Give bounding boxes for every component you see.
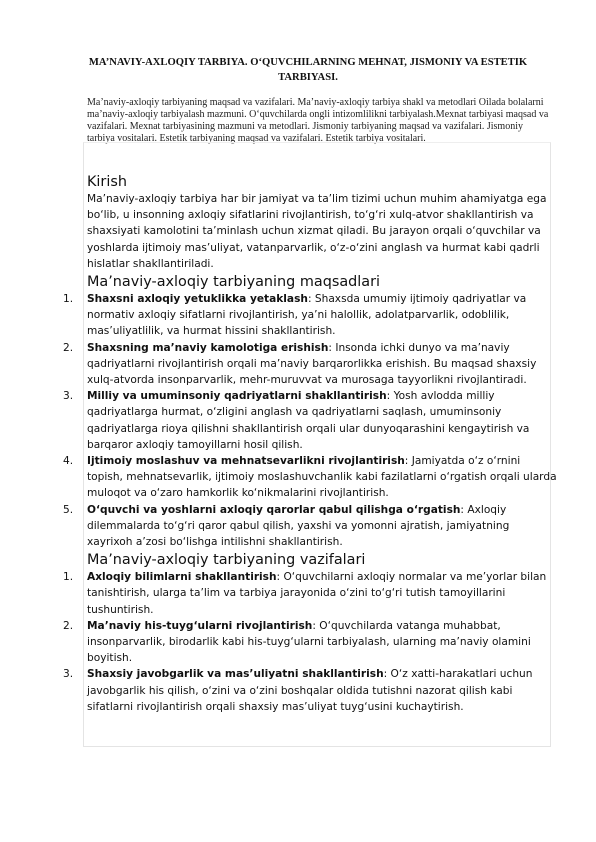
item-text: : Jamiyatda o‘z o‘rnini topish, mehnatsevarlik, ijtimoiy moslashuvchanlik kabi fazilatlarni o‘rgatish orqali ularda muloqot va o‘zaro hamkorlik ko‘nikmalarini rivojlantirish.: [87, 455, 557, 500]
item-term: Milliy va umuminsoniy qadriyatlarni shakllantirish: [87, 390, 387, 403]
list-item: [63, 340, 557, 389]
item-text: : O‘quvchilarda vatanga muhabbat, insonparvarlik, birodarlik kabi his-tuyg‘ularni tarbiyalash, ularning ma’naviy olamini boyitish.: [87, 619, 531, 665]
item-term: Shaxsning ma’naviy kamolotiga erishish: [87, 341, 329, 354]
item-text: : Shaxsda umumiy ijtimoiy qadriyatlar va normativ axloqiy sifatlarni rivojlantirish, ya’ni halollik, adolatparvarlik, odoblilik, mas’uliyatlilik, va hurmat hissini shakllantirish.: [87, 293, 527, 338]
item-term: Shaxsni axloqiy yetuklikka yetaklash: [87, 293, 308, 306]
item-term: Axloqiy bilimlarni shakllantirish: [87, 571, 277, 584]
list-item: [63, 569, 557, 618]
list-number: 5.: [63, 503, 74, 516]
list-number: 3.: [63, 668, 74, 681]
item-term: Ijtimoiy moslashuv va mehnatsevarlikni rivojlantirish: [87, 455, 405, 468]
tasks-heading: Ma’naviy-axloqiy tarbiyaning vazifalari: [87, 552, 366, 569]
document-title: MA’NAVIY-AXLOQIY TARBIYA. O‘QUVCHILARNING MEHNAT, JISMONIY VA ESTETIK TARBIYASI.: [88, 57, 528, 83]
list-item: [63, 291, 557, 340]
list-number: 2.: [63, 341, 74, 354]
main-content: [63, 173, 557, 716]
list-item: [63, 666, 557, 715]
item-text: : Insonda ichki dunyo va ma’naviy qadriyatlarni rivojlantirish orqali ma’naviy barqarorlikka erishish. Bu maqsad shaxsiy xulq-atvorda insonparvarlik, mehr-muruvvat va murosaga tayyorlikni rivojlantiradi.: [87, 341, 537, 387]
intro-heading: Kirish: [87, 174, 127, 190]
item-term: Shaxsiy javobgarlik va mas’uliyatni shakllantirish: [87, 668, 384, 681]
list-number: 3.: [63, 390, 74, 403]
item-text: : O‘z xatti-harakatlari uchun javobgarlik his qilish, o‘zini va o‘zini boshqalar oldida tutishni nazorat qilish kabi sifatlarni rivojlantirish orqali shaxsiy mas’uliyat tuyg‘usini kuchaytirish.: [87, 668, 533, 713]
item-term: Ma’naviy his-tuyg‘ularni rivojlantirish: [87, 619, 313, 632]
list-number: 1.: [63, 571, 74, 584]
list-number: 1.: [63, 293, 74, 306]
item-text: : Yosh avlodda milliy qadriyatlarga hurmat, o‘zligini anglash va qadriyatlarni saqlash, umuminsoniy qadriyatlarga rioya qilishni shakllantirish orqali ular dunyoqarashini kengaytirish va barqaror axloqiy tamoyillarni hosil qilish.: [87, 390, 530, 451]
item-text: : Axloqiy dilemmalarda to‘g‘ri qaror qabul qilish, yaxshi va yomonni ajratish, jamiyatning xayrixoh a’zosi bo‘lishga intilishni shakllantirish.: [87, 503, 510, 549]
item-term: O‘quvchi va yoshlarni axloqiy qarorlar qabul qilishga o‘rgatish: [87, 503, 461, 516]
list-item: [63, 618, 557, 667]
goals-list: [63, 291, 557, 550]
tasks-list: [63, 569, 557, 715]
goals-heading: Ma’naviy-axloqiy tarbiyaning maqsadlari: [87, 274, 381, 291]
list-number: 4.: [63, 455, 74, 468]
list-item: [63, 502, 557, 551]
list-item: [63, 388, 557, 453]
item-text: : O‘quvchilarni axloqiy normalar va me’yorlar bilan tanishtirish, ularga ta’lim va tarbiya jarayonida o‘zini to‘g‘ri tutish tamoyillarini tushuntirish.: [87, 571, 547, 616]
abstract-text: Ma’naviy-axloqiy tarbiyaning maqsad va vazifalari. Ma’naviy-axloqiy tarbiya shakl va metodlari Oilada bolalarni ma’naviy-axloqiy tarbiyalash mazmuni. O‘quvchilarda ongli intizomlilikni tarbiyalash.Mexnat tarbiyasi maqsad va vazifalari. Mexnat tarbiyasining mazmuni va metodlari. Jismoniy tarbiyaning maqsad va vazifalari. Jismoniy tarbiya vositalari. Estetik tarbiyaning maqsad va vazifalari. Estetik tarbiya vositalari.: [87, 97, 549, 144]
list-item: [63, 453, 557, 502]
list-number: 2.: [63, 619, 74, 632]
intro-paragraph: Ma’naviy-axloqiy tarbiya har bir jamiyat va ta’lim tizimi uchun muhim ahamiyatga ega bo‘lib, u insonning axloqiy sifatlarini rivojlantirish, to‘g‘ri xulq-atvor shakllantirish va shaxsiyati kamolotini ta’minlash uchun xizmat qiladi. Bu jarayon orqali o‘quvchilar va yoshlarda ijtimoiy mas’uliyat, vatanparvarlik, o‘z-o‘zini anglash va hurmat kabi qadrli hislatlar shakllantiriladi.: [87, 193, 547, 270]
